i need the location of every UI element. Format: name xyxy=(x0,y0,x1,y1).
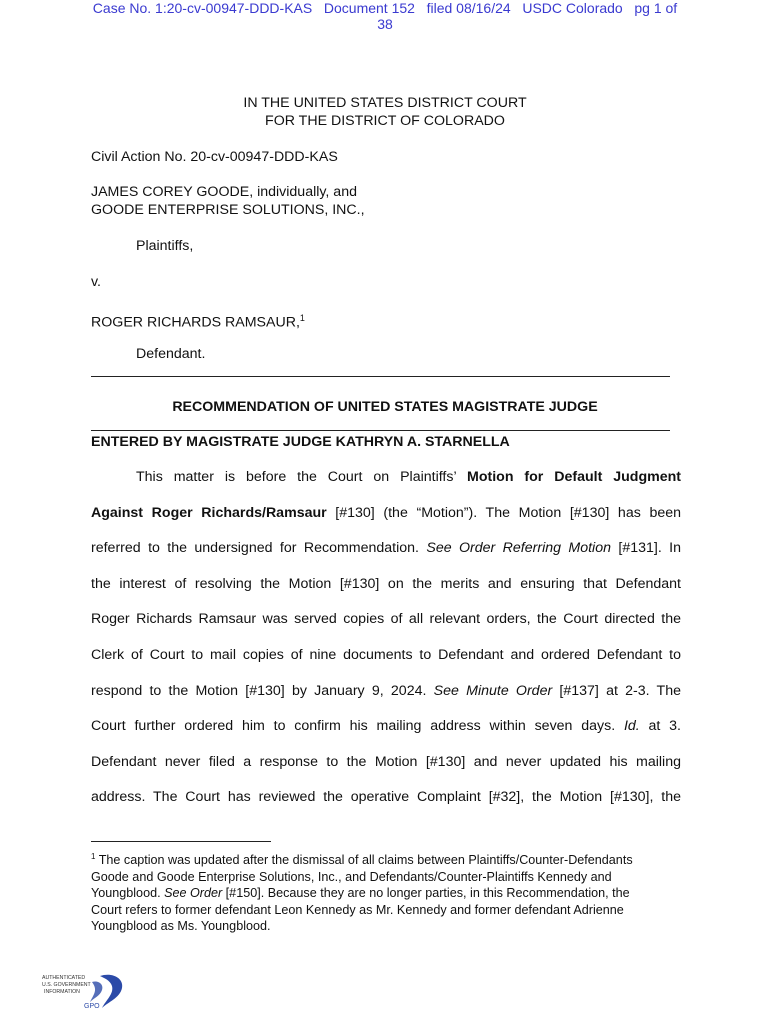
civil-action-number: Civil Action No. 20-cv-00947-DDD-KAS xyxy=(91,149,338,165)
footnote xyxy=(91,849,681,935)
court-line2: FOR THE DISTRICT OF COLORADO xyxy=(265,113,505,129)
body-line-2: Against Roger Richards/Ramsaur [#130] (the “Motion”). The Motion [#130] has been xyxy=(91,504,682,521)
entered-by: ENTERED BY MAGISTRATE JUDGE KATHRYN A. STARNELLA xyxy=(91,434,510,450)
gpo-text-2: U.S. GOVERNMENT xyxy=(42,982,91,988)
court-name xyxy=(0,94,770,130)
footnote-line-3: Youngblood. See Order [#150]. Because they are no longer parties, in this Recommendation, the xyxy=(91,886,630,901)
body-line-9: Defendant never filed a response to the Motion [#130] and never updated his mailing xyxy=(91,753,681,770)
filing-header-line1: Case No. 1:20-cv-00947-DDD-KAS Document 152 filed 08/16/24 USDC Colorado pg 1 of xyxy=(92,0,678,16)
document-title: RECOMMENDATION OF UNITED STATES MAGISTRATE JUDGE xyxy=(172,399,598,415)
body-line-6: Clerk of Court to mail copies of nine documents to Defendant and ordered Defendant to xyxy=(91,646,681,663)
gpo-eagle-icon xyxy=(42,972,132,1012)
versus: v. xyxy=(91,274,101,290)
footnote-line-2: Goode and Goode Enterprise Solutions, Inc., and Defendants/Counter-Plaintiffs Kennedy and xyxy=(91,869,612,884)
body-line-7: respond to the Motion [#130] by January 9, 2024. See Minute Order [#137] at 2-3. The xyxy=(91,682,682,699)
defendant-label: Defendant. xyxy=(136,346,206,362)
body-line-4: the interest of resolving the Motion [#130] on the merits and ensuring that Defendant xyxy=(91,575,681,592)
plaintiff-line2: GOODE ENTERPRISE SOLUTIONS, INC., xyxy=(91,202,365,218)
defendant-name xyxy=(91,309,305,332)
caption-rule-top xyxy=(91,376,670,377)
footnote-ref: 1 xyxy=(299,313,305,323)
plaintiffs-names xyxy=(91,183,365,219)
footnote-separator xyxy=(91,841,271,842)
court-line1: IN THE UNITED STATES DISTRICT COURT xyxy=(243,95,527,111)
gpo-authenticated-logo xyxy=(42,972,132,1012)
defendant-name-text: ROGER RICHARDS RAMSAUR, xyxy=(91,314,300,331)
body-line-10: address. The Court has reviewed the operative Complaint [#32], the Motion [#130], the xyxy=(91,789,681,806)
body-line-3: referred to the undersigned for Recommendation. See Order Referring Motion [#131]. In xyxy=(91,540,682,557)
caption-rule-bottom xyxy=(91,430,670,431)
footnote-line-1: $^1$ The caption was updated after the dismissal of all claims between Plaintiffs/Counter-Defendants xyxy=(91,852,633,868)
body-line-1: This matter is before the Court on Plaintiffs’ Motion for Default Judgment xyxy=(136,469,682,485)
footnote-line-5: Youngblood as Ms. Youngblood. xyxy=(91,919,271,934)
plaintiffs-label: Plaintiffs, xyxy=(136,238,194,254)
gpo-mark: GPO xyxy=(84,1003,100,1010)
body-paragraph xyxy=(91,468,681,824)
body-line-5: Roger Richards Ramsaur was served copies of all relevant orders, the Court directed the xyxy=(91,611,681,628)
gpo-text-3: INFORMATION xyxy=(44,989,80,995)
footnote-line-4: Court refers to former defendant Leon Kennedy as Mr. Kennedy and former defendant Adrienne xyxy=(91,902,624,917)
filing-header xyxy=(0,0,770,32)
gpo-text-1: AUTHENTICATED xyxy=(42,975,86,981)
body-line-8: Court further ordered him to confirm his mailing address within seven days. Id. at 3. xyxy=(91,718,681,735)
filing-header-line2: 38 xyxy=(377,16,393,32)
plaintiff-line1: JAMES COREY GOODE, individually, and xyxy=(91,184,357,200)
